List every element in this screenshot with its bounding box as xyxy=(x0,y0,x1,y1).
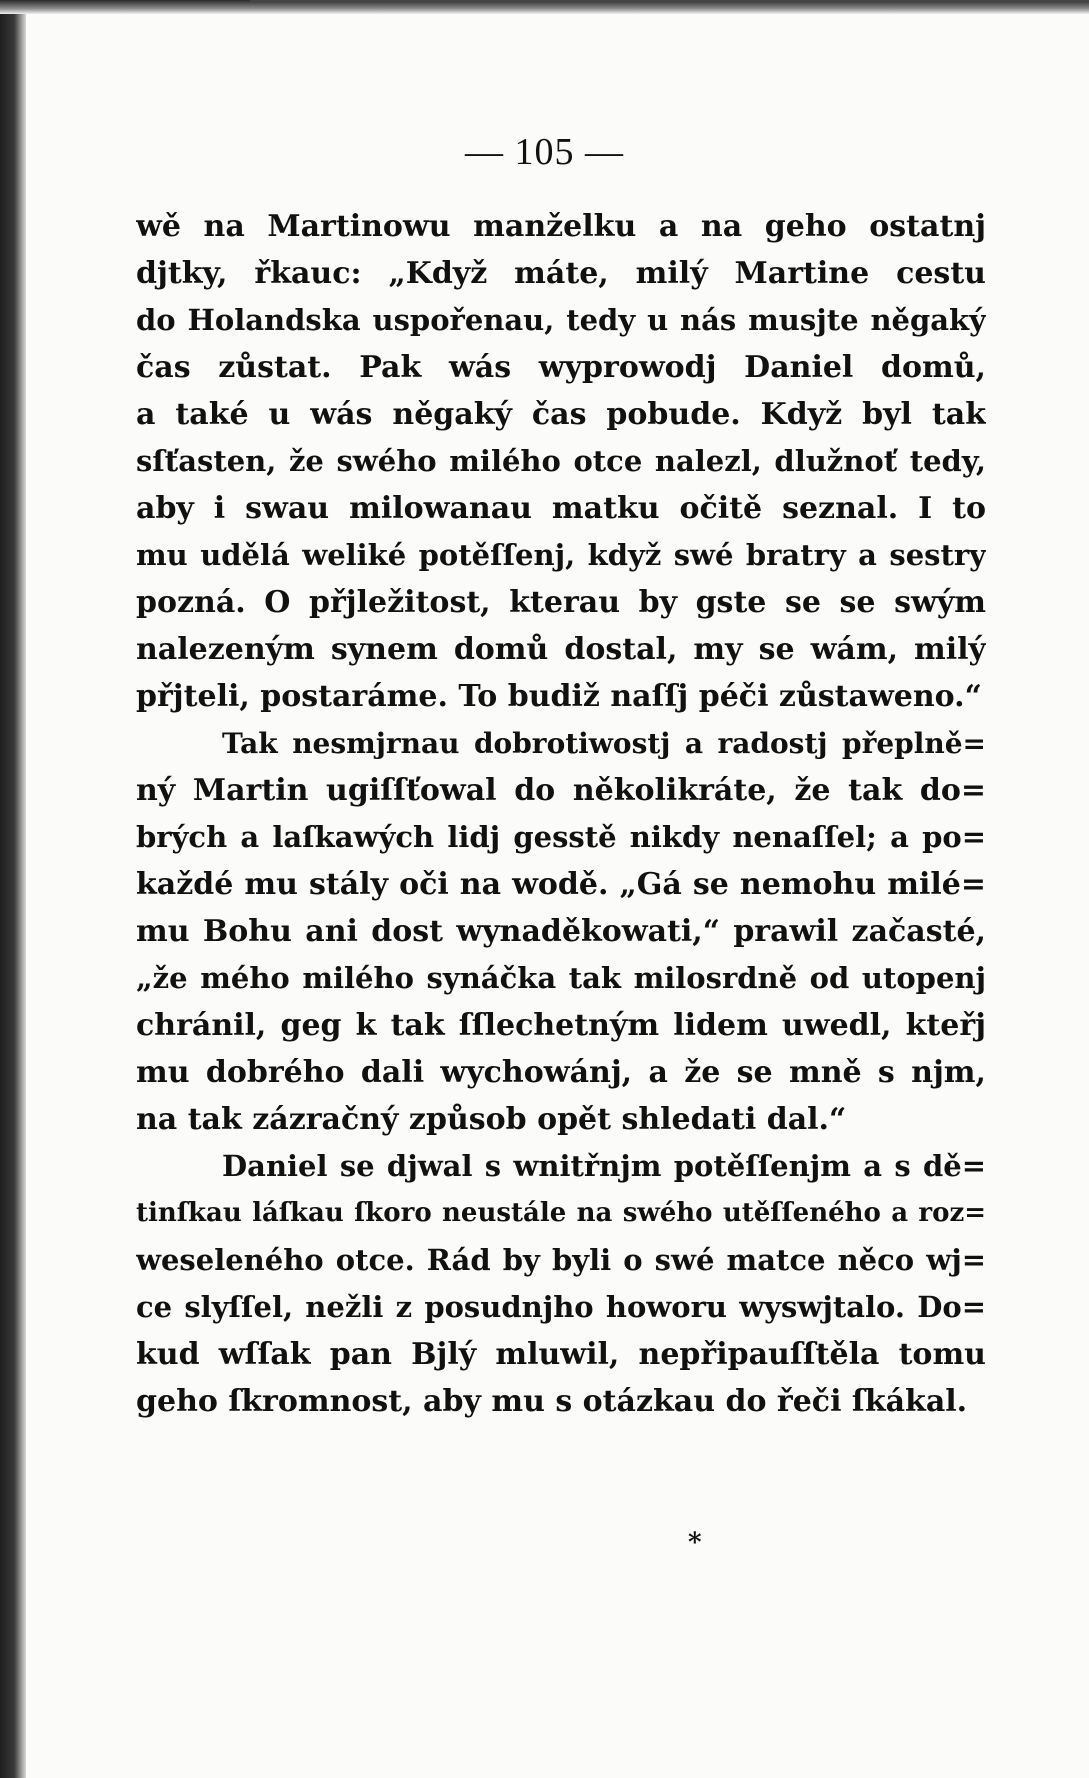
text-line: wě na Martinowu manželku a na geho ostatnj xyxy=(136,209,986,244)
text-line: nalezeným synem domů dostal, my se wám, milý xyxy=(136,632,986,667)
page-binding-edge xyxy=(0,0,26,1778)
text-line: na tak zázračný způsob opět shledati dal.“ xyxy=(136,1102,847,1137)
body-text xyxy=(136,203,986,1425)
text-line: „že mého milého synáčka tak milosrdně od utopenj xyxy=(136,961,986,995)
text-line: ce slyſſel, nežli z posudnjho howoru wyswjtalo. Do= xyxy=(136,1290,986,1324)
page-number: — 105 — xyxy=(465,131,624,173)
text-line: weseleného otce. Rád by byli o swé matce něco wj= xyxy=(136,1243,986,1277)
text-line: sſťasten, že swého milého otce nalezl, dlužnoť tedy, xyxy=(136,444,986,478)
text-line: každé mu stály oči na wodě. „Gá se nemohu milé= xyxy=(136,867,986,902)
text-line: Daniel se djwal s wnitřnjm potěſſenjm a s dě= xyxy=(222,1149,986,1183)
text-line: geho ſkromnost, aby mu s otázkau do řeči ſkákal. xyxy=(136,1384,968,1419)
page-top-edge xyxy=(0,0,1089,14)
text-line: djtky, řkauc: „Když máte, milý Martine cestu xyxy=(136,256,986,291)
text-line: pozná. O přjležitost, kterau by gste se se swým xyxy=(136,585,986,620)
text-line: čas zůstat. Pak wás wyprowodj Daniel domů, xyxy=(136,350,986,385)
text-line: Tak nesmjrnau dobrotiwostj a radostj přeplně= xyxy=(222,727,986,760)
text-line: chránil, geg k tak ſſlechetným lidem uwedl, kteřj xyxy=(136,1008,986,1043)
text-line: kud wſſak pan Bjlý mluwil, nepřipauſſtěla tomu xyxy=(136,1337,986,1372)
text-line: mu udělá weliké potěſſenj, když swé bratry a sestry xyxy=(136,538,986,572)
text-line: ný Martin ugiſſťowal do několikráte, že tak do= xyxy=(136,773,986,808)
text-line: a také u wás něgaký čas pobude. Když byl tak xyxy=(136,397,986,432)
text-line: přjteli, postaráme. To budiž naſſj péči zůstaweno.“ xyxy=(136,679,982,714)
text-line: mu Bohu ani dost wynaděkowati,“ prawil začasté, xyxy=(136,914,986,949)
text-line: mu dobrého dali wychowánj, a že se mně s njm, xyxy=(136,1055,986,1090)
footer-asterisk: * xyxy=(688,1528,702,1558)
text-line: tinſkau láſkau ſkoro neustále na swého utěſſeného a roz= xyxy=(136,1198,986,1228)
text-line: aby i swau milowanau matku očitě seznal. I to xyxy=(136,491,986,526)
text-line: do Holandska uspořenau, tedy u nás musjte něgaký xyxy=(136,303,986,337)
top-rule xyxy=(250,0,1089,2)
text-line: brých a laſkawých lidj gesstě nikdy nenaſſel; a po= xyxy=(136,820,986,854)
